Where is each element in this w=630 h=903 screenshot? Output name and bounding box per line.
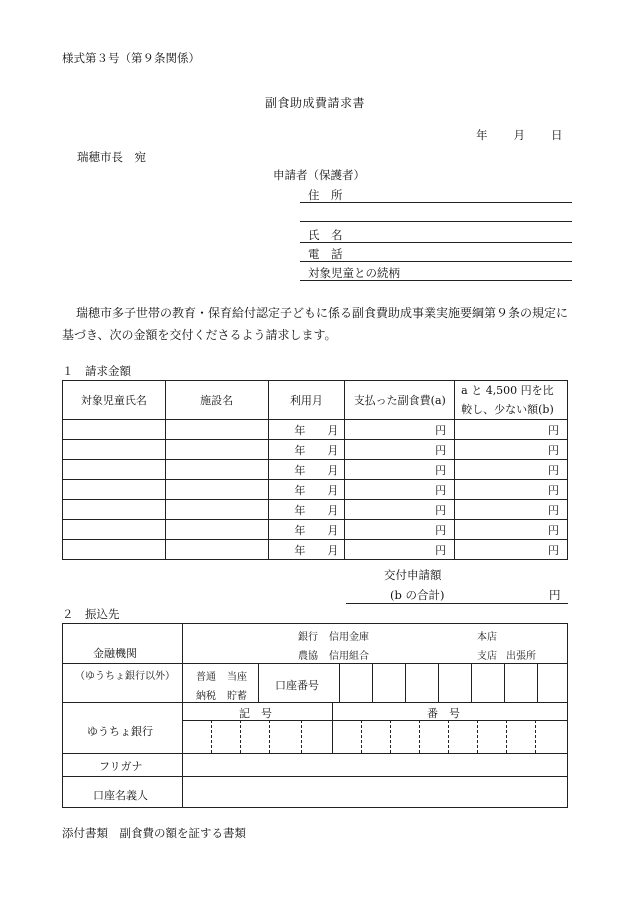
option-sub-branch[interactable]: 出張所 <box>506 651 536 662</box>
account-holder-label: 口座名義人 <box>93 789 148 802</box>
bank-rule <box>372 663 373 702</box>
bank-rule <box>361 720 362 753</box>
bank-rule <box>63 702 567 703</box>
bank-rule <box>537 663 538 702</box>
document-title: 副食助成費請求書 <box>264 96 365 110</box>
account-number-label: 口座番号 <box>275 679 319 692</box>
phone-field[interactable] <box>300 244 572 262</box>
bank-rule <box>211 720 212 753</box>
bank-rule <box>339 663 340 702</box>
header-paid: 支払った副食費(a) <box>345 381 455 420</box>
bank-rule <box>63 753 567 754</box>
claim-section-title: １ 請求金額 <box>62 364 131 378</box>
option-branch[interactable]: 支店 <box>477 651 497 662</box>
facility-cell[interactable] <box>165 460 268 480</box>
month-cell[interactable]: 年 月 <box>268 420 345 440</box>
transfer-section-title: ２ 振込先 <box>62 607 120 621</box>
facility-cell[interactable] <box>165 520 268 540</box>
bank-rule <box>506 720 507 753</box>
address-label: 住 所 <box>308 188 343 202</box>
attachment-note: 添付書類 副食費の額を証する書類 <box>62 826 246 840</box>
header-compare-line1: a と 4,500 円を比 <box>461 384 554 397</box>
address-field[interactable] <box>300 185 572 203</box>
furigana-label: フリガナ <box>99 760 143 773</box>
addressee: 瑞穂市長 宛 <box>77 150 146 164</box>
bank-rule <box>240 720 241 753</box>
table-row <box>63 440 568 460</box>
name-label: 氏 名 <box>308 228 343 242</box>
header-month: 利用月 <box>268 381 345 420</box>
bank-rule <box>477 720 478 753</box>
total-sum-note: (b の合計) <box>390 588 445 602</box>
table-row <box>63 460 568 480</box>
paid-cell[interactable]: 円 <box>345 460 455 480</box>
date-month-label: 月 <box>513 128 525 142</box>
option-chochiku[interactable]: 貯蓄 <box>227 691 247 702</box>
child-name-cell[interactable] <box>63 420 166 440</box>
applicant-heading: 申請者（保護者） <box>273 168 365 182</box>
bank-rule <box>390 720 391 753</box>
bank-rule <box>182 624 183 807</box>
paid-cell[interactable]: 円 <box>345 520 455 540</box>
option-shinkumi[interactable]: 信用組合 <box>329 651 369 662</box>
paid-cell[interactable]: 円 <box>345 440 455 460</box>
claim-table <box>62 380 568 560</box>
option-nokyo[interactable]: 農協 <box>298 651 318 662</box>
bank-rule <box>504 663 505 702</box>
option-bank[interactable]: 銀行 <box>298 632 318 643</box>
compare-cell[interactable]: 円 <box>455 480 568 500</box>
bank-rule <box>405 663 406 702</box>
institution-label: 金融機関 <box>93 647 137 660</box>
compare-cell[interactable]: 円 <box>455 520 568 540</box>
table-row <box>63 500 568 520</box>
facility-cell[interactable] <box>165 420 268 440</box>
date-year-label: 年 <box>476 128 488 142</box>
compare-cell[interactable]: 円 <box>455 460 568 480</box>
child-name-cell[interactable] <box>63 460 166 480</box>
name-field[interactable] <box>300 225 572 243</box>
facility-cell[interactable] <box>165 540 268 560</box>
paid-cell[interactable]: 円 <box>345 500 455 520</box>
bank-transfer-table <box>62 623 568 808</box>
bank-rule <box>419 720 420 753</box>
table-row <box>63 520 568 540</box>
compare-cell[interactable]: 円 <box>455 440 568 460</box>
table-row <box>63 420 568 440</box>
option-head-office[interactable]: 本店 <box>477 632 497 643</box>
facility-cell[interactable] <box>165 500 268 520</box>
institution-note: （ゆうちょ銀行以外） <box>75 671 175 682</box>
header-compare-line2: 較し、少ない額(b) <box>461 403 554 416</box>
header-compare <box>455 381 568 420</box>
table-row <box>63 480 568 500</box>
child-name-cell[interactable] <box>63 500 166 520</box>
date-line <box>476 127 563 143</box>
paid-cell[interactable]: 円 <box>345 420 455 440</box>
phone-label: 電 話 <box>308 247 343 261</box>
address-field-line2[interactable] <box>300 204 572 222</box>
child-name-cell[interactable] <box>63 540 166 560</box>
facility-cell[interactable] <box>165 480 268 500</box>
relation-field[interactable] <box>300 263 572 281</box>
compare-cell[interactable]: 円 <box>455 500 568 520</box>
child-name-cell[interactable] <box>63 480 166 500</box>
compare-cell[interactable]: 円 <box>455 540 568 560</box>
bank-rule <box>332 702 333 753</box>
bango-label: 番 号 <box>427 707 460 720</box>
bank-rule <box>258 663 259 702</box>
form-number: 様式第３号（第９条関係） <box>62 51 200 65</box>
total-underline <box>346 603 568 604</box>
bank-rule <box>301 720 302 753</box>
header-facility: 施設名 <box>165 381 268 420</box>
header-child-name: 対象児童氏名 <box>63 381 166 420</box>
bank-rule <box>63 663 567 664</box>
relation-label: 対象児童との続柄 <box>308 266 400 280</box>
yucho-label: ゆうちょ銀行 <box>87 725 153 738</box>
month-cell[interactable]: 年 月 <box>268 540 345 560</box>
request-statement: 瑞穂市多子世帯の教育・保育給付認定子どもに係る副食費助成事業実施要綱第９条の規定に基づき、次の金額を交付くださるよう請求します。 <box>62 306 569 342</box>
month-cell[interactable]: 年 月 <box>268 520 345 540</box>
option-futsu[interactable]: 普通 <box>196 672 216 683</box>
kigo-label: 記 号 <box>239 707 272 720</box>
bank-rule <box>63 776 567 777</box>
total-amount-label: 交付申請額 <box>384 568 442 582</box>
child-name-cell[interactable] <box>63 440 166 460</box>
bank-rule <box>269 720 270 753</box>
option-nozei[interactable]: 納税 <box>196 691 216 702</box>
option-toza[interactable]: 当座 <box>227 672 247 683</box>
paid-cell[interactable]: 円 <box>345 540 455 560</box>
bank-rule <box>448 720 449 753</box>
child-name-cell[interactable] <box>63 520 166 540</box>
facility-cell[interactable] <box>165 440 268 460</box>
option-shinkin[interactable]: 信用金庫 <box>329 632 369 643</box>
date-day-label: 日 <box>551 128 563 142</box>
month-cell[interactable]: 年 月 <box>268 460 345 480</box>
total-amount-field[interactable]: 円 <box>549 588 561 602</box>
bank-rule <box>438 663 439 702</box>
month-cell[interactable]: 年 月 <box>268 500 345 520</box>
paid-cell[interactable]: 円 <box>345 480 455 500</box>
month-cell[interactable]: 年 月 <box>268 480 345 500</box>
table-row <box>63 540 568 560</box>
compare-cell[interactable]: 円 <box>455 420 568 440</box>
month-cell[interactable]: 年 月 <box>268 440 345 460</box>
bank-rule <box>535 720 536 753</box>
bank-rule <box>471 663 472 702</box>
